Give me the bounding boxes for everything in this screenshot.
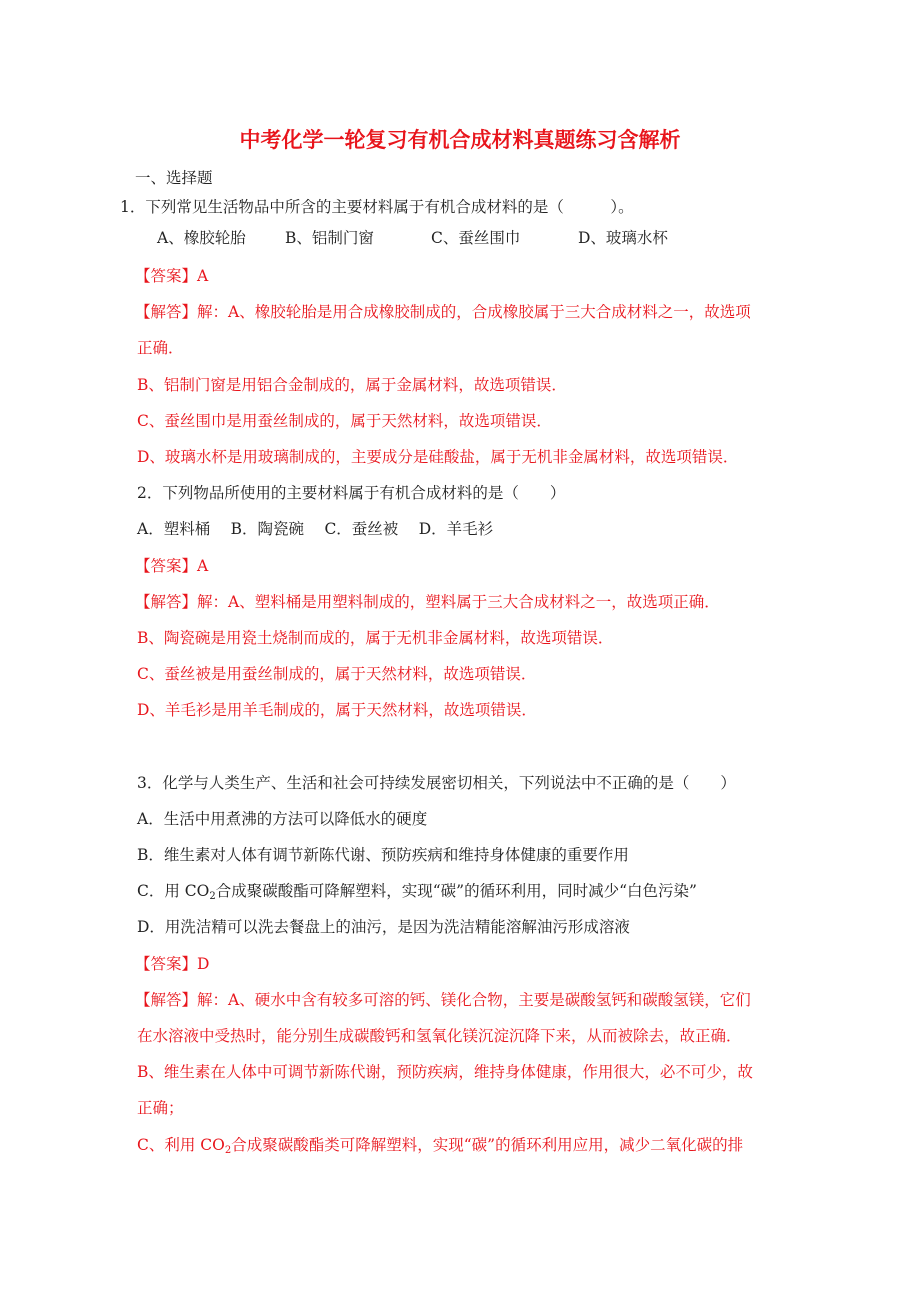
option-c-text: 合成聚碳酸酯可降解塑料，实现“碳”的循环利用，同时减少“白色污染”	[215, 882, 697, 900]
question-3-stem: 3．化学与人类生产、生活和社会可持续发展密切相关，下列说法中不正确的是（ ）	[137, 774, 736, 792]
question-2-analysis-line: 【解答】解：A、塑料桶是用塑料制成的，塑料属于三大合成材料之一，故选项正确．	[135, 593, 720, 611]
question-1-option-a: A、橡胶轮胎	[157, 229, 246, 247]
question-1-analysis-line: D、玻璃水杯是用玻璃制成的，主要成分是硅酸盐，属于无机非金属材料，故选项错误．	[137, 448, 739, 466]
question-2-analysis-line: D、羊毛衫是用羊毛制成的，属于天然材料，故选项错误．	[137, 701, 537, 719]
question-3-analysis-line: 在水溶液中受热时，能分别生成碳酸钙和氢氧化镁沉淀沉降下来，从而被除去，故正确．	[137, 1027, 742, 1045]
question-3-option-a: A．生活中用煮沸的方法可以降低水的硬度	[137, 810, 428, 828]
subscript: 2	[224, 1145, 232, 1156]
question-3-option-d: D．用洗洁精可以洗去餐盘上的油污，是因为洗洁精能溶解油污形成溶液	[137, 918, 630, 936]
question-2-answer: 【答案】A	[135, 557, 209, 575]
question-1-analysis-line: 正确．	[137, 339, 184, 357]
question-3-answer: 【答案】D	[135, 955, 210, 973]
question-1-option-b: B、铝制门窗	[285, 229, 374, 247]
question-1-answer: 【答案】A	[135, 267, 209, 285]
question-3-analysis-line: B、维生素在人体中可调节新陈代谢，预防疾病，维持身体健康，作用很大，必不可少，故	[137, 1063, 753, 1081]
question-3-analysis-line: 正确；	[137, 1099, 184, 1117]
analysis-text: 合成聚碳酸酯类可降解塑料，实现“碳”的循环利用应用，减少二氧化碳的排	[231, 1136, 744, 1154]
option-c-text: C．用 CO	[137, 882, 210, 900]
question-1-analysis-line: C、蚕丝围巾是用蚕丝制成的，属于天然材料，故选项错误．	[137, 412, 552, 430]
subscript: 2	[209, 891, 216, 902]
question-3-analysis-line: 【解答】解：A、硬水中含有较多可溶的钙、镁化合物，主要是碳酸氢钙和碳酸氢镁，它们	[135, 991, 751, 1009]
question-1-analysis-line: 【解答】解：A、橡胶轮胎是用合成橡胶制成的，合成橡胶属于三大合成材料之一，故选项	[135, 303, 751, 321]
question-1-option-d: D、玻璃水杯	[578, 229, 668, 247]
question-3-option-c	[137, 881, 697, 907]
section-heading: 一、选择题	[135, 169, 213, 187]
question-1-analysis-line: B、铝制门窗是用铝合金制成的，属于金属材料，故选项错误．	[137, 376, 567, 394]
question-1-option-c: C、蚕丝围巾	[431, 229, 521, 247]
question-2-analysis-line: B、陶瓷碗是用瓷土烧制而成的，属于无机非金属材料，故选项错误．	[137, 629, 614, 647]
question-2-stem: 2．下列物品所使用的主要材料属于有机合成材料的是（ ）	[137, 484, 566, 502]
question-3-option-b: B．维生素对人体有调节新陈代谢、预防疾病和维持身体健康的重要作用	[137, 846, 629, 864]
question-2-options: A．塑料桶 B．陶瓷碗 C．蚕丝被 D．羊毛衫	[137, 520, 494, 538]
question-1-stem: 1．下列常见生活物品中所含的主要材料属于有机合成材料的是（ ）。	[120, 198, 634, 216]
question-3-analysis-line	[137, 1135, 743, 1161]
question-2-analysis-line: C、蚕丝被是用蚕丝制成的，属于天然材料，故选项错误．	[137, 665, 537, 683]
analysis-text: C、利用 CO	[137, 1136, 225, 1154]
document-title: 中考化学一轮复习有机合成材料真题练习含解析	[239, 128, 681, 152]
